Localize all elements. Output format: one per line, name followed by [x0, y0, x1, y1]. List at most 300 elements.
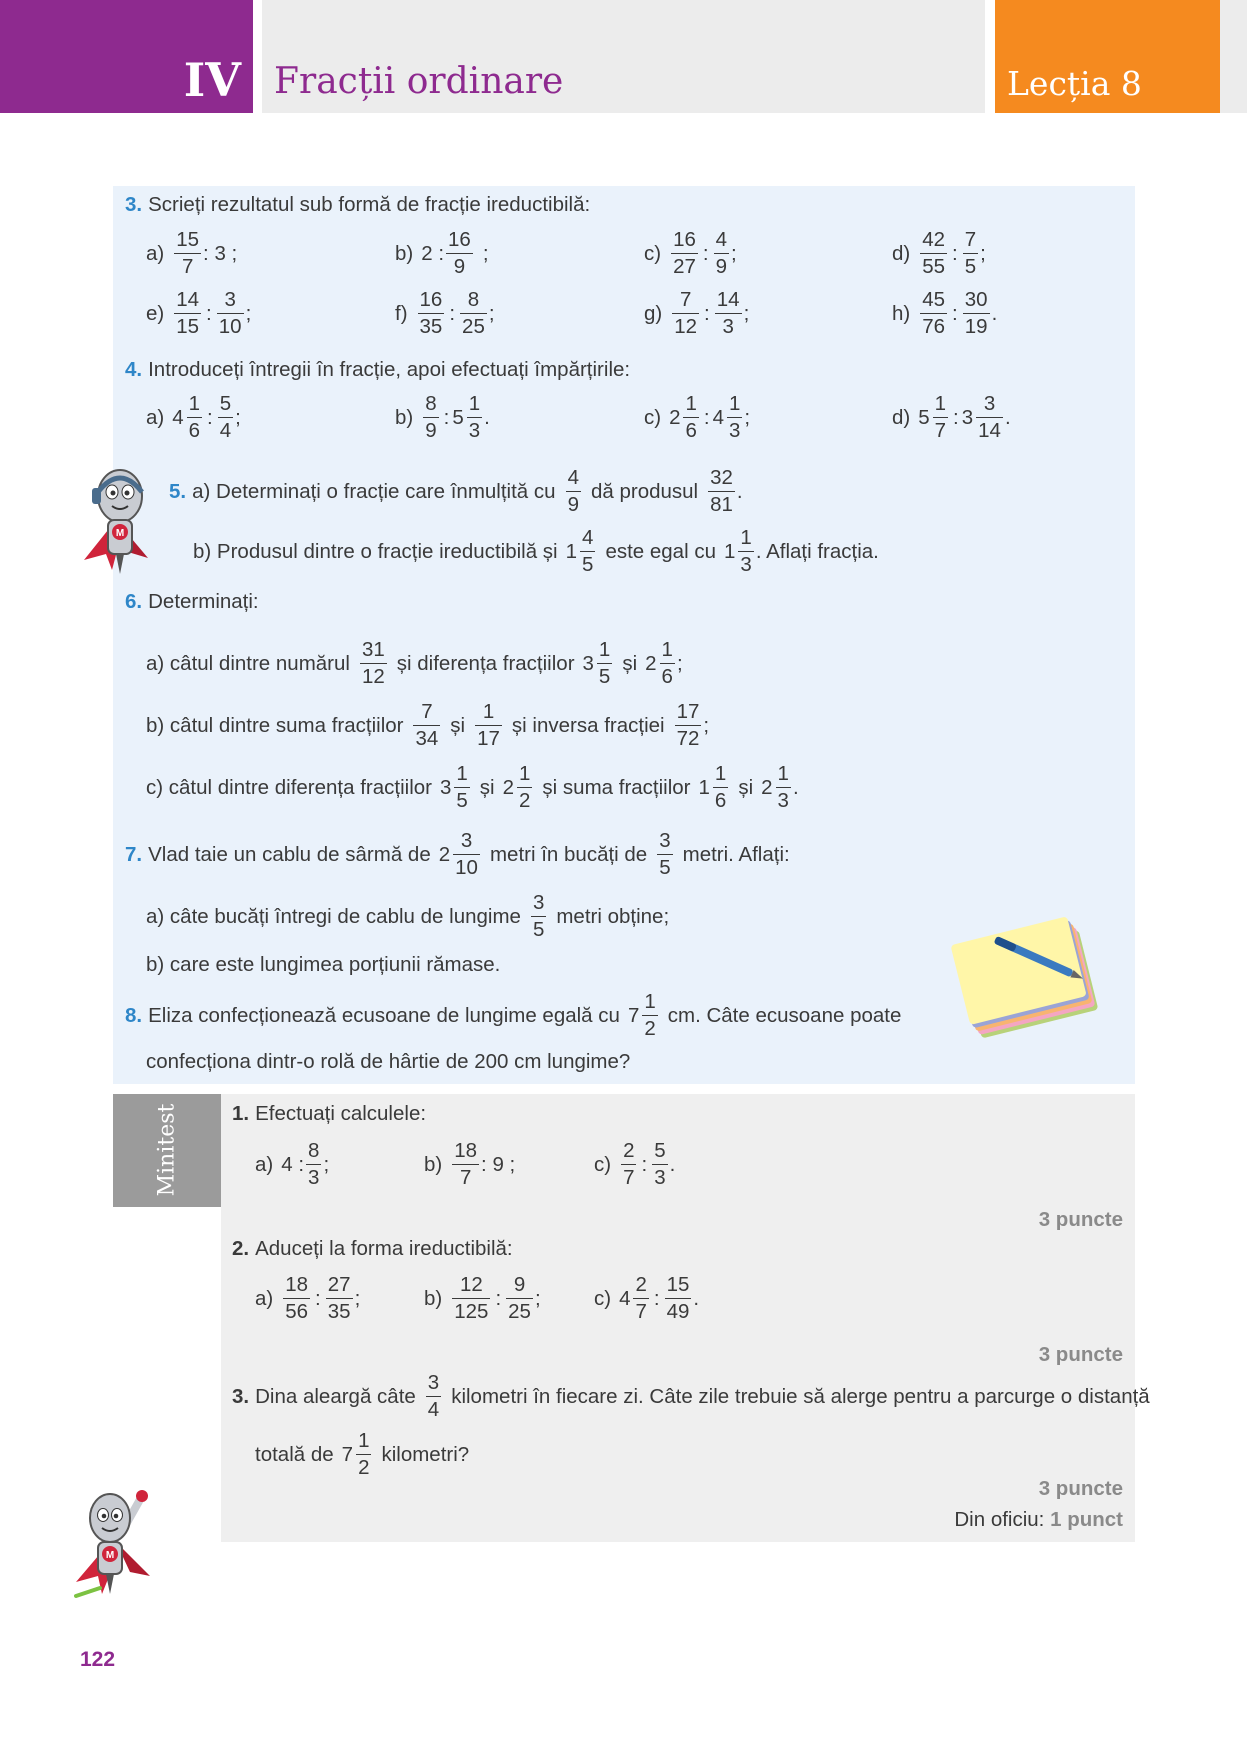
fraction-numerator: 16	[448, 228, 471, 251]
fraction-denominator: 72	[676, 726, 700, 750]
fraction-numerator: 8	[467, 288, 480, 311]
ex3-item-f	[395, 290, 495, 337]
division-operator: :	[953, 405, 959, 429]
fraction	[657, 831, 672, 878]
fraction	[475, 702, 502, 749]
fraction-denominator: 9	[425, 418, 437, 442]
punctuation: .	[736, 479, 743, 503]
fraction-numerator: 1	[661, 638, 673, 661]
fraction-numerator: 3	[427, 1371, 440, 1394]
minitest-tab	[113, 1094, 221, 1207]
fraction-denominator: 4	[427, 1397, 440, 1421]
fraction	[675, 702, 702, 749]
question-text: Aduceți la forma ireductibilă:	[255, 1237, 513, 1260]
exercise-text: dă produsul	[590, 479, 699, 503]
fraction-numerator: 15	[176, 228, 200, 251]
exercise-number: 7.	[125, 842, 143, 866]
fraction	[727, 394, 742, 441]
exercise-number: 5.	[169, 479, 187, 503]
fraction-denominator: 12	[361, 664, 385, 688]
fraction	[446, 230, 473, 277]
fraction	[360, 640, 387, 687]
fraction-numerator: 3	[460, 829, 473, 852]
fraction-denominator: 6	[685, 418, 697, 442]
chapter-title: Fracții ordinare	[274, 61, 564, 102]
fraction-numerator: 7	[421, 700, 433, 723]
fraction	[713, 764, 728, 811]
whole-part: 1	[698, 775, 710, 799]
fraction-denominator: 19	[964, 314, 988, 338]
exercise-8-line2	[146, 1050, 630, 1074]
exercise-text: metri în bucăți de	[489, 842, 648, 866]
fraction-numerator: 1	[468, 392, 481, 415]
fraction-denominator: 5	[964, 254, 977, 278]
ex4-item-b	[395, 394, 490, 441]
fraction-numerator: 14	[716, 288, 740, 311]
punctuation: ;	[744, 405, 751, 429]
fraction-denominator: 125	[454, 1299, 489, 1323]
fraction-numerator: 1	[934, 392, 947, 415]
fraction	[738, 528, 753, 575]
question-number: 3.	[232, 1384, 250, 1408]
division-operator: :	[206, 301, 212, 325]
fraction	[920, 230, 947, 277]
item-label: d)	[892, 241, 911, 265]
fraction-denominator: 9	[567, 492, 579, 516]
exercise-3-prompt	[125, 193, 590, 217]
punctuation: .	[484, 405, 490, 429]
question-text: kilometri în fiecare zi. Câte zile trebuie să alerge pentru a parcurge o distanță	[451, 1384, 1150, 1408]
fraction-denominator: 10	[218, 314, 242, 338]
punctuation: .	[991, 301, 998, 325]
whole-part: 5	[452, 405, 464, 429]
division-operator: :	[207, 405, 213, 429]
fraction	[621, 1141, 636, 1188]
question-number: 2.	[232, 1237, 250, 1260]
item-label: c)	[644, 405, 662, 429]
punctuation: ;	[980, 241, 986, 265]
punctuation: .	[669, 1152, 676, 1176]
fraction	[566, 468, 581, 515]
fraction	[963, 230, 978, 277]
ex6-item-c	[146, 764, 799, 811]
fraction	[326, 1275, 353, 1322]
fraction	[963, 290, 990, 337]
fraction-numerator: 16	[673, 228, 696, 251]
fraction	[517, 764, 532, 811]
operator: : 9 ;	[481, 1152, 516, 1176]
fraction	[660, 640, 675, 687]
punctuation: .	[792, 775, 799, 799]
fraction-numerator: 31	[361, 638, 385, 661]
fraction	[452, 1141, 479, 1188]
exercise-text: a) câtul dintre numărul	[146, 651, 350, 675]
whole-part: 2	[645, 651, 657, 675]
item-label: a)	[255, 1152, 274, 1176]
punctuation: .	[693, 1286, 700, 1310]
ex3-item-e	[146, 290, 251, 337]
whole-part: 1	[565, 539, 578, 563]
fraction-numerator: 3	[224, 288, 236, 311]
fraction	[174, 230, 201, 277]
ex3-item-h	[892, 290, 997, 337]
whole-part: 2	[438, 842, 451, 866]
fraction-denominator: 35	[327, 1299, 351, 1323]
superhero-pencil-mascot-icon	[76, 462, 156, 580]
fraction-denominator: 3	[654, 1165, 666, 1189]
exercise-number: 3.	[125, 193, 143, 216]
fraction	[217, 290, 244, 337]
division-operator: :	[315, 1286, 321, 1310]
fraction-denominator: 81	[710, 492, 733, 516]
minitest-q1-prompt	[232, 1102, 426, 1126]
fraction-numerator: 3	[983, 392, 996, 415]
fraction-denominator: 9	[446, 253, 473, 278]
fraction-denominator: 76	[922, 314, 946, 338]
whole-part: 4	[712, 405, 724, 429]
fraction	[356, 1431, 371, 1478]
division-operator: :	[704, 301, 710, 325]
fraction-numerator: 15	[666, 1273, 690, 1296]
fraction-numerator: 42	[922, 228, 946, 251]
exercise-text: și suma fracțiilor	[542, 775, 691, 799]
fraction-numerator: 8	[308, 1139, 320, 1162]
item-label: a)	[146, 405, 165, 429]
minitest-q3-line2	[255, 1431, 469, 1478]
fraction-denominator: 55	[922, 254, 946, 278]
fraction-denominator: 7	[623, 1165, 635, 1189]
fraction	[283, 1275, 310, 1322]
fraction	[174, 290, 201, 337]
fraction-denominator: 2	[519, 788, 531, 812]
item-label: h)	[892, 301, 911, 325]
fraction-numerator: 1	[740, 526, 752, 549]
lesson-label: Lecția 8	[995, 0, 1220, 113]
item-label: b)	[395, 405, 414, 429]
division-operator: :	[495, 1286, 502, 1310]
fraction	[506, 1275, 533, 1322]
minitest-q2-prompt	[232, 1237, 513, 1261]
exercise-text: Scrieți rezultatul sub formă de fracție ireductibilă:	[148, 193, 591, 216]
item-label: d)	[892, 405, 911, 429]
minitest-q1-b	[424, 1141, 515, 1188]
fraction-numerator: 8	[425, 392, 437, 415]
fraction-numerator: 1	[777, 762, 789, 785]
fraction-denominator: 6	[188, 418, 201, 442]
question-text: totală de	[255, 1442, 334, 1466]
punctuation: ;	[703, 713, 710, 737]
fraction-denominator: 3	[715, 313, 742, 338]
fraction	[306, 1141, 321, 1188]
ex3-item-g	[644, 290, 749, 337]
oficiu-value: 1 punct	[1050, 1508, 1123, 1531]
oficiu-line	[954, 1508, 1123, 1532]
fraction	[671, 230, 698, 277]
fraction-denominator: 3	[777, 788, 789, 812]
exercise-number: 6.	[125, 590, 143, 613]
fraction-numerator: 30	[964, 288, 988, 311]
page-number: 122	[80, 1648, 116, 1671]
fraction-numerator: 7	[964, 228, 977, 251]
fraction	[683, 394, 698, 441]
whole-part: 3	[961, 405, 974, 429]
fraction-denominator: 35	[419, 314, 443, 338]
question-text: kilometri?	[381, 1442, 470, 1466]
fraction	[652, 1141, 667, 1188]
fraction-numerator: 2	[623, 1139, 635, 1162]
fraction	[453, 831, 480, 878]
whole-part: 7	[341, 1442, 354, 1466]
exercise-6-prompt	[125, 590, 259, 614]
item-label: c)	[594, 1286, 612, 1310]
fraction-denominator: 2	[644, 1016, 656, 1040]
punctuation: ;	[482, 241, 489, 265]
fraction	[976, 394, 1003, 441]
item-label: f)	[395, 301, 408, 325]
fraction-denominator: 27	[673, 254, 696, 278]
exercise-text: și	[450, 713, 466, 737]
fraction-numerator: 32	[710, 466, 733, 489]
ex3-item-d	[892, 230, 986, 277]
fraction-denominator: 7	[174, 253, 201, 278]
fraction-numerator: 18	[285, 1273, 309, 1296]
fraction-denominator: 5	[456, 788, 468, 812]
fraction-denominator: 3	[468, 418, 481, 442]
exercise-5b	[193, 528, 879, 575]
ex4-item-c	[644, 394, 750, 441]
fraction-numerator: 4	[567, 466, 579, 489]
minitest-q2-a	[255, 1275, 360, 1322]
division-operator: :	[443, 405, 450, 429]
fraction-denominator: 7	[452, 1164, 479, 1189]
fraction-numerator: 1	[188, 392, 201, 415]
ex7-item-b	[146, 953, 500, 977]
fraction-denominator: 34	[415, 726, 439, 750]
svg-text:M: M	[105, 1550, 115, 1561]
item-label: a)	[146, 241, 165, 265]
punctuation: ;	[245, 301, 252, 325]
whole-part: 2	[502, 775, 515, 799]
fraction	[187, 394, 202, 441]
fraction-denominator: 4	[219, 418, 232, 442]
item-label: e)	[146, 301, 165, 325]
chapter-number: IV	[0, 0, 253, 113]
fraction-numerator: 4	[582, 526, 594, 549]
minitest-q1-a	[255, 1141, 329, 1188]
exercise-text: Introduceți întregii în fracție, apoi efectuați împărțirile:	[148, 358, 631, 381]
exercise-text: și diferența fracțiilor	[396, 651, 575, 675]
fraction-numerator: 27	[327, 1273, 351, 1296]
ex4-item-d	[892, 394, 1011, 441]
exercise-text: a) Determinați o fracție care înmulțită cu	[192, 479, 556, 503]
fraction	[633, 1275, 648, 1322]
item-label: c)	[594, 1152, 612, 1176]
division-operator: :	[449, 301, 456, 325]
fraction-numerator: 16	[419, 288, 443, 311]
item-label: b)	[424, 1152, 443, 1176]
punctuation: ;	[354, 1286, 361, 1310]
item-label: c)	[644, 241, 662, 265]
fraction-numerator: 5	[219, 392, 232, 415]
header-strip	[1220, 0, 1247, 113]
exercise-text: și	[738, 775, 754, 799]
fraction-numerator: 2	[635, 1273, 647, 1296]
exercise-text: confecționa dintr-o rolă de hârtie de 200 cm lungime?	[146, 1050, 631, 1073]
ex3-item-a	[146, 230, 237, 277]
question-text: Efectuați calculele:	[255, 1102, 427, 1125]
fraction-denominator: 14	[978, 418, 1001, 442]
fraction-numerator: 3	[532, 891, 545, 914]
punctuation: ;	[676, 651, 683, 675]
notepad-pen-icon	[950, 895, 1110, 1055]
exercise-text: metri. Aflați:	[682, 842, 790, 866]
points-label: 3 puncte	[1038, 1477, 1123, 1500]
ex3-item-c	[644, 230, 737, 277]
whole-part: 2	[669, 405, 681, 429]
division-operator: :	[641, 1152, 648, 1176]
whole-part: 4	[172, 405, 184, 429]
item-label: b)	[424, 1286, 443, 1310]
fraction-denominator: 49	[666, 1299, 690, 1323]
fraction	[452, 1275, 490, 1322]
fraction-numerator: 1	[685, 392, 697, 415]
ex6-item-a	[146, 640, 683, 687]
division-operator: :	[952, 301, 958, 325]
fraction	[776, 764, 791, 811]
fraction-denominator: 5	[532, 917, 545, 941]
fraction-denominator: 3	[740, 552, 752, 576]
fraction-numerator: 14	[176, 288, 200, 311]
exercise-text: Vlad taie un cablu de sârmă de	[148, 842, 431, 866]
minitest-q1-c	[594, 1141, 675, 1188]
svg-text:M: M	[115, 528, 125, 539]
exercise-text: b) Produsul dintre o fracție ireductibilă și	[193, 539, 558, 563]
oficiu-label: Din oficiu:	[954, 1508, 1045, 1531]
fraction-numerator: 1	[714, 762, 727, 785]
fraction-denominator: 15	[176, 314, 200, 338]
minitest-q2-c	[594, 1275, 699, 1322]
fraction-numerator: 1	[358, 1429, 370, 1452]
fraction-denominator: 5	[659, 855, 671, 879]
exercise-text: metri obține;	[556, 904, 670, 928]
exercise-4-prompt	[125, 358, 630, 382]
item-label: a)	[255, 1286, 274, 1310]
exercise-text: și	[622, 651, 638, 675]
exercise-number: 4.	[125, 358, 143, 381]
operand: 2 :	[421, 241, 445, 265]
division-operator: :	[952, 241, 958, 265]
question-number: 1.	[232, 1102, 250, 1125]
fraction-denominator: 5	[598, 664, 611, 688]
fraction-numerator: 1	[644, 990, 656, 1013]
fraction	[580, 528, 595, 575]
fraction	[218, 394, 233, 441]
punctuation: ;	[235, 405, 241, 429]
exercise-text: este egal cu	[605, 539, 716, 563]
question-text: Dina aleargă câte	[255, 1384, 416, 1408]
fraction-denominator: 25	[462, 314, 485, 338]
fraction-numerator: 1	[519, 762, 531, 785]
fraction-denominator: 5	[582, 552, 594, 576]
fraction-denominator: 6	[714, 788, 727, 812]
ex7-item-a	[146, 893, 669, 940]
whole-part: 7	[627, 1003, 640, 1027]
fraction-denominator: 3	[729, 418, 741, 442]
exercise-7-prompt	[125, 831, 790, 878]
whole-part: 3	[582, 651, 594, 675]
whole-part: 4	[619, 1286, 631, 1310]
fraction	[920, 290, 947, 337]
fraction-denominator: 10	[455, 855, 478, 879]
fraction-numerator: 17	[676, 700, 700, 723]
fraction	[413, 702, 440, 749]
exercise-text: și inversa fracției	[511, 713, 665, 737]
ex3-item-b	[395, 230, 489, 277]
fraction	[715, 290, 742, 337]
exercise-text: Determinați:	[148, 590, 259, 613]
whole-part: 1	[724, 539, 736, 563]
fraction	[672, 290, 699, 337]
fraction	[460, 290, 487, 337]
division-operator: :	[653, 1286, 660, 1310]
fraction	[642, 992, 657, 1039]
exercise-text: Eliza confecționează ecusoane de lungime egală cu	[148, 1003, 620, 1027]
exercise-8-prompt	[125, 992, 901, 1039]
whole-part: 3	[439, 775, 452, 799]
fraction-numerator: 12	[459, 1273, 483, 1296]
fraction	[454, 764, 469, 811]
fraction	[665, 1275, 692, 1322]
fraction	[933, 394, 948, 441]
fraction	[708, 468, 735, 515]
fraction-denominator: 9	[715, 254, 727, 278]
exercise-text: cm. Câte ecusoane poate	[667, 1003, 902, 1027]
punctuation: ;	[488, 301, 495, 325]
exercise-text: b) câtul dintre suma fracțiilor	[146, 713, 404, 737]
division-operator: :	[703, 405, 710, 429]
fraction-numerator: 1	[729, 392, 741, 415]
fraction-denominator: 3	[308, 1165, 320, 1189]
exercise-text: și	[479, 775, 495, 799]
fraction	[467, 394, 482, 441]
fraction-denominator: 17	[477, 726, 500, 750]
exercise-text: b) care este lungimea porțiunii rămase.	[146, 953, 501, 976]
fraction-numerator: 45	[922, 288, 946, 311]
minitest-q3-prompt	[232, 1373, 1150, 1420]
punctuation: .	[1004, 405, 1011, 429]
whole-part: 5	[918, 405, 930, 429]
ex4-item-a	[146, 394, 241, 441]
exercise-5a	[169, 468, 743, 515]
fraction	[423, 394, 438, 441]
fraction-denominator: 56	[285, 1299, 309, 1323]
exercise-number: 8.	[125, 1003, 143, 1027]
fraction	[597, 640, 612, 687]
exercise-text: c) câtul dintre diferența fracțiilor	[146, 775, 432, 799]
fraction	[531, 893, 546, 940]
item-label: b)	[395, 241, 414, 265]
operator: : 3 ;	[203, 241, 238, 265]
fraction-numerator: 4	[715, 228, 727, 251]
fraction	[714, 230, 729, 277]
fraction-denominator: 6	[661, 664, 673, 688]
fraction-numerator: 7	[679, 288, 692, 311]
fraction-numerator: 9	[513, 1273, 526, 1296]
minitest-label: Minitest	[154, 1103, 180, 1197]
fraction-denominator: 7	[934, 418, 947, 442]
fraction-numerator: 1	[482, 700, 495, 723]
punctuation: ;	[534, 1286, 541, 1310]
